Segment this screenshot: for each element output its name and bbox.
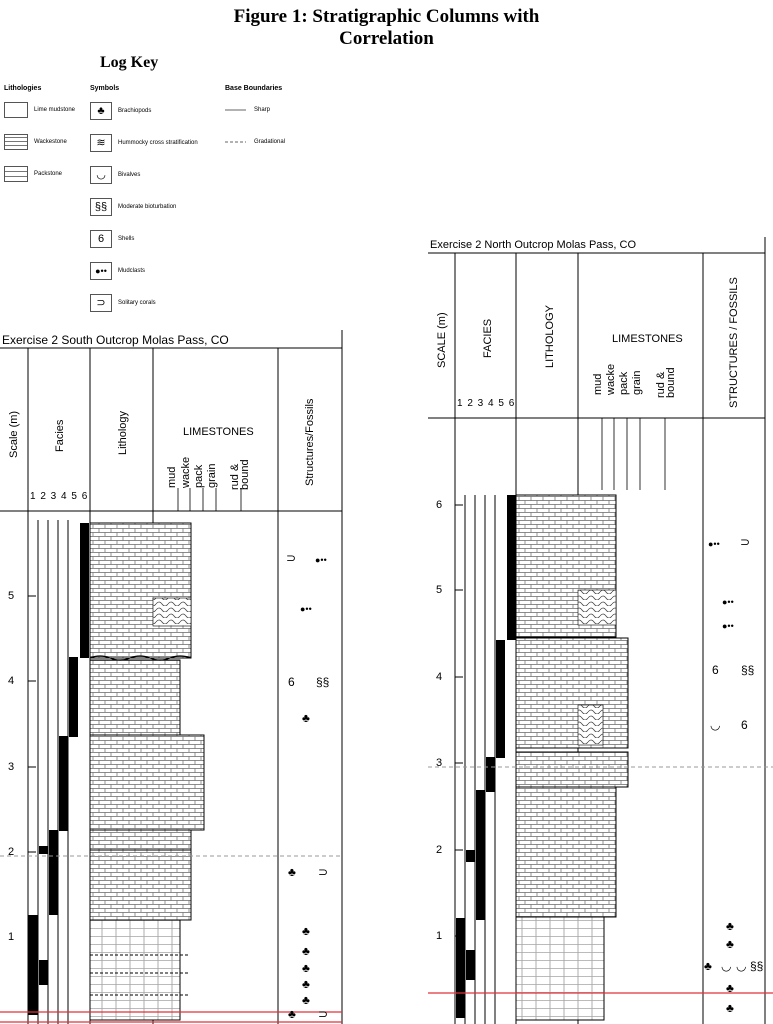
- symbol-label: Brachiopods: [118, 108, 152, 114]
- bivalve-icon: ◡: [721, 959, 732, 973]
- brachiopod-icon: ♣: [302, 993, 310, 1007]
- log-key-title: Log Key: [100, 54, 159, 71]
- bivalve-icon: ◡: [710, 718, 721, 732]
- symbol-label: Hummocky cross stratification: [118, 140, 198, 146]
- shell-icon: 6: [712, 663, 719, 677]
- symbols-heading: Symbols: [90, 85, 120, 92]
- boundaries-heading: Base Boundaries: [225, 85, 283, 92]
- south-grain-grain: grain: [206, 463, 218, 488]
- coral-icon: ⊃: [740, 535, 751, 549]
- symbol-label: Mudclasts: [118, 268, 146, 274]
- coral-icon: ⊃: [318, 865, 329, 879]
- bioturbation-icon: §§: [316, 675, 330, 689]
- lithology-label: Packstone: [34, 171, 63, 177]
- figure-title-line1: Figure 1: Stratigraphic Columns with: [233, 6, 540, 27]
- lithologies-heading: Lithologies: [4, 85, 42, 92]
- north-lithology-label: LITHOLOGY: [544, 305, 556, 368]
- south-tick: 5: [8, 590, 15, 602]
- south-grain-wacke: wacke: [180, 456, 192, 488]
- brachiopod-icon: ♣: [302, 944, 310, 958]
- north-tick: 3: [436, 757, 443, 769]
- north-limestones-label: LIMESTONES: [612, 333, 683, 345]
- south-caption: Exercise 2 South Outcrop Molas Pass, CO: [2, 333, 229, 347]
- bivalve-icon: ◡: [736, 959, 747, 973]
- south-tick: 3: [8, 761, 15, 773]
- symbol-label: Moderate bioturbation: [118, 204, 177, 210]
- mudclast-icon: ●••: [300, 604, 312, 614]
- south-lithology-label: Lithology: [117, 410, 129, 455]
- mudclast-icon: ●••: [90, 262, 112, 280]
- north-grain-rud: rud & bound: [655, 367, 677, 398]
- brachiopod-icon: ♣: [302, 711, 310, 725]
- brachiopod-icon: ♣: [726, 937, 734, 951]
- boundary-label: Gradational: [254, 139, 286, 145]
- south-grain-rud: rud & bound: [229, 459, 251, 490]
- south-grain-mud: mud: [166, 466, 178, 488]
- south-tick: 4: [8, 675, 15, 687]
- north-tick: 5: [436, 584, 443, 596]
- mudclast-icon: ●••: [315, 555, 327, 565]
- north-scale-label: SCALE (m): [436, 312, 448, 368]
- south-facies-numbers: 1 2 3 4 5 6: [30, 491, 89, 502]
- coral-icon: ⊃: [286, 551, 297, 565]
- brachiopod-icon: ♣: [726, 919, 734, 933]
- shell-icon: 6: [90, 230, 112, 248]
- north-tick: 2: [436, 844, 443, 856]
- coral-icon: ⊃: [318, 1007, 329, 1021]
- shell-icon: 6: [288, 675, 295, 689]
- brachiopod-icon: ♣: [726, 1001, 734, 1015]
- mudclast-icon: ●••: [708, 539, 720, 549]
- north-grain-wacke: wacke: [605, 363, 617, 395]
- brachiopod-icon: ♣: [288, 1007, 296, 1021]
- hcs-icon: ≋: [90, 134, 112, 152]
- north-tick: 4: [436, 671, 443, 683]
- shell-icon: 6: [741, 718, 748, 732]
- symbol-label: Shells: [118, 236, 135, 242]
- north-grain-pack: pack: [618, 371, 630, 395]
- brachiopod-icon: ♣: [288, 865, 296, 879]
- bivalve-icon: ◡: [90, 166, 112, 184]
- south-scale-label: Scale (m): [8, 410, 20, 458]
- figure-title-line2: Correlation: [339, 28, 434, 49]
- north-grain-grain: grain: [631, 370, 643, 395]
- south-grain-pack: pack: [193, 464, 205, 488]
- north-tick: 1: [436, 930, 443, 942]
- north-tick: 6: [436, 499, 443, 511]
- bioturbation-icon: §§: [90, 198, 112, 216]
- south-facies-label: Facies: [54, 419, 66, 452]
- north-structures-label: STRUCTURES / FOSSILS: [728, 277, 740, 408]
- north-grain-mud: mud: [592, 373, 604, 395]
- south-tick: 2: [8, 846, 15, 858]
- brachiopod-icon: ♣: [704, 959, 712, 973]
- brachiopod-icon: ♣: [302, 977, 310, 991]
- lithology-label: Wackestone: [34, 139, 67, 145]
- mudclast-icon: ●••: [722, 621, 734, 631]
- symbol-label: Bivalves: [118, 172, 141, 178]
- symbol-label: Solitary corals: [118, 300, 156, 306]
- south-tick: 1: [8, 931, 15, 943]
- brachiopod-icon: ♣: [726, 981, 734, 995]
- boundary-label: Sharp: [254, 107, 271, 113]
- mudclast-icon: ●••: [722, 597, 734, 607]
- bioturbation-icon: §§: [750, 959, 764, 973]
- north-facies-label: FACIES: [482, 318, 494, 358]
- bioturbation-icon: §§: [741, 663, 755, 677]
- south-structures-label: Structures/Fossils: [304, 398, 316, 486]
- brachiopod-icon: ♣: [302, 961, 310, 975]
- coral-icon: ⊃: [90, 294, 112, 312]
- north-caption: Exercise 2 North Outcrop Molas Pass, CO: [430, 239, 637, 251]
- brachiopod-icon: ♣: [302, 924, 310, 938]
- north-facies-numbers: 1 2 3 4 5 6: [457, 398, 516, 409]
- lithology-label: Lime mudstone: [34, 107, 76, 113]
- brachiopod-icon: ♣: [90, 102, 112, 120]
- south-limestones-label: LIMESTONES: [183, 426, 254, 438]
